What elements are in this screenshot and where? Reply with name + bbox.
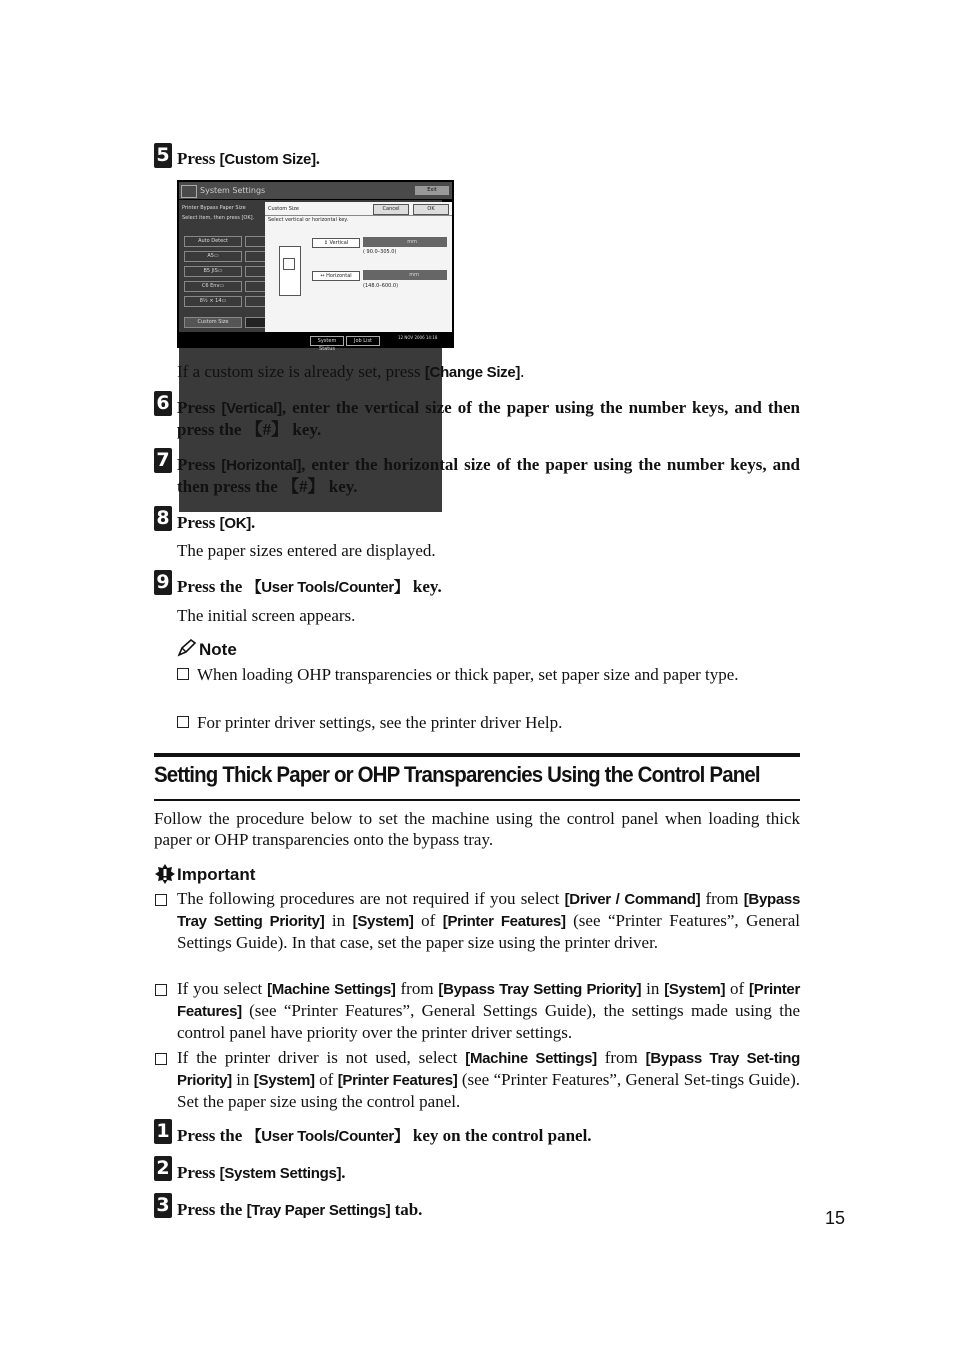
left-pane-hint: Select item, then press [OK]. xyxy=(182,215,255,221)
step-9-result: The initial screen appears. xyxy=(177,606,356,625)
checkbox-bullet-icon xyxy=(155,984,167,996)
change-size-note-text: If a custom size is already set, press xyxy=(177,362,425,381)
step-7-end: key. xyxy=(324,477,358,496)
tray-paper-settings-key: [Tray Paper Settings] xyxy=(246,1202,391,1219)
important-icon xyxy=(155,864,175,884)
vertical-value-field xyxy=(363,237,447,247)
step-5-prefix: Press xyxy=(177,149,220,168)
step-number-7: 7 xyxy=(154,448,172,473)
step-number-6: 6 xyxy=(154,391,172,416)
page-number: 15 xyxy=(824,1208,845,1228)
custom-size-key: [Custom Size] xyxy=(219,151,316,168)
note-item-text: When loading OHP transparencies or thick paper, set paper size and paper type. xyxy=(197,665,739,684)
step-number-1: 1 xyxy=(154,1119,172,1144)
custom-size-screenshot xyxy=(177,180,454,352)
pencil-icon xyxy=(177,639,196,657)
horizontal-button[interactable]: ↔ Horizontal xyxy=(312,271,360,281)
section-top-rule xyxy=(154,753,800,757)
step-6-end: key. xyxy=(288,420,322,439)
important-label: Important xyxy=(177,865,256,884)
step-7-text xyxy=(177,454,800,497)
checkbox-bullet-icon xyxy=(177,668,189,680)
step-7-prefix: Press xyxy=(177,455,222,474)
step-9-prefix: Press the xyxy=(177,577,247,596)
section-intro: Follow the procedure below to set the machine using the control panel when loading thick paper or OHP transparencies onto the bypass tray. xyxy=(154,809,800,849)
change-size-note xyxy=(177,361,800,383)
exit-button[interactable]: Exit xyxy=(415,186,449,195)
a5-button[interactable]: A5▭ xyxy=(184,251,242,262)
checkbox-bullet-icon xyxy=(155,1053,167,1065)
screenshot-status-bar xyxy=(177,332,454,352)
vertical-button[interactable]: ↕ Vertical xyxy=(312,238,360,248)
step-number-9: 9 xyxy=(154,570,172,595)
settings-icon xyxy=(181,185,197,198)
note-item xyxy=(177,712,800,733)
step-number-8: 8 xyxy=(154,506,172,531)
dialog-hint: Select vertical or horizontal key. xyxy=(268,217,349,223)
step-number-5: 5 xyxy=(154,143,172,168)
legal-button[interactable]: 8½ × 14▭ xyxy=(184,296,242,307)
cancel-button[interactable]: Cancel xyxy=(373,204,409,215)
step-8-text xyxy=(177,512,800,534)
note-label: Note xyxy=(199,640,237,659)
auto-detect-button[interactable]: Auto Detect xyxy=(184,236,242,247)
step-8-suffix: . xyxy=(250,513,256,532)
ok-button[interactable]: OK xyxy=(413,204,449,215)
b5-button[interactable]: B5 JIS▭ xyxy=(184,266,242,277)
change-size-key: [Change Size] xyxy=(424,364,521,381)
checkbox-bullet-icon xyxy=(155,894,167,906)
change-size-note-end: . xyxy=(520,362,525,381)
job-list-button[interactable]: Job List xyxy=(346,336,380,346)
horizontal-key: [Horizontal] xyxy=(221,457,302,474)
dialog-divider xyxy=(265,215,452,216)
screenshot-title-bar xyxy=(179,182,452,199)
hash-key: 【#】 xyxy=(245,420,289,439)
note-item xyxy=(177,664,800,685)
system-status-button[interactable]: System Status xyxy=(310,336,344,346)
left-pane-title: Printer Bypass Paper Size xyxy=(182,205,246,211)
step-2-text: Press [System Settings]. xyxy=(177,1163,346,1182)
step-3-text: Press the [Tray Paper Settings] tab. xyxy=(177,1200,423,1219)
paper-arrow-icon xyxy=(283,258,295,270)
hash-key: 【#】 xyxy=(282,477,325,496)
step-number-3: 3 xyxy=(154,1193,172,1218)
step-6-prefix: Press xyxy=(177,398,222,417)
c6-env-button[interactable]: C6 Env▭ xyxy=(184,281,242,292)
horizontal-unit: mm xyxy=(409,272,419,278)
step-number-2: 2 xyxy=(154,1156,172,1181)
step-9-text xyxy=(177,576,800,598)
step-7-body: , enter the horizontal size of the paper using the number keys, and then press the xyxy=(177,455,800,496)
vertical-range: ( 90.0–305.0) xyxy=(363,249,397,255)
section-bottom-rule xyxy=(154,799,800,801)
vertical-unit: mm xyxy=(407,239,417,245)
user-tools-counter-key: 【User Tools/Counter】 xyxy=(246,579,409,596)
horizontal-value-field xyxy=(363,270,447,280)
important-item-3: If the printer driver is not used, select [Machine Settings] from [Bypass Tray Set-ting Priority] in [System] of [Printer Features] (see “Printer Features”, General Set-tings Guide). Set the paper size using the control panel. xyxy=(177,1048,801,1111)
step-5-suffix: . xyxy=(315,149,321,168)
custom-size-dialog xyxy=(265,202,452,342)
checkbox-bullet-icon xyxy=(177,716,189,728)
vertical-key: [Vertical] xyxy=(221,400,282,417)
custom-size-button[interactable]: Custom Size xyxy=(184,317,242,328)
horizontal-range: (148.0–600.0) xyxy=(363,283,399,289)
note-item-text: For printer driver settings, see the printer driver Help. xyxy=(197,713,563,732)
step-8-prefix: Press xyxy=(177,513,220,532)
step-8-result: The paper sizes entered are displayed. xyxy=(177,541,436,560)
user-tools-counter-key: 【User Tools/Counter】 xyxy=(246,1128,409,1145)
section-title: Setting Thick Paper or OHP Transparencies Using the Control Panel xyxy=(154,762,760,787)
dialog-title: Custom Size xyxy=(268,206,300,212)
system-settings-key: [System Settings] xyxy=(219,1165,342,1182)
step-6-text xyxy=(177,397,800,440)
ok-key: [OK] xyxy=(219,515,251,532)
step-9-suffix: key. xyxy=(408,577,442,596)
important-item-1: The following procedures are not required if you select [Driver / Command] from [Bypass Tray Setting Priority] in [System] of [Printer Features] (see “Printer Features”, General Settings Guide). In that case, set the paper size using the printer driver. xyxy=(177,889,800,952)
step-5-text xyxy=(177,148,800,170)
important-item-2: If you select [Machine Settings] from [Bypass Tray Setting Priority] in [System] of [Printer Features] (see “Printer Features”, General Settings Guide), the settings made using the control panel have priority over the printer driver settings. xyxy=(177,979,800,1042)
window-title: System Settings xyxy=(200,186,266,195)
clock: 12 NOV 2006 14:18 xyxy=(398,335,438,340)
step-6-body: , enter the vertical size of the paper using the number keys, and then press the xyxy=(177,398,800,439)
step-1-text: Press the 【User Tools/Counter】 key on the control panel. xyxy=(177,1126,592,1145)
paper-diagram-icon xyxy=(279,246,301,296)
